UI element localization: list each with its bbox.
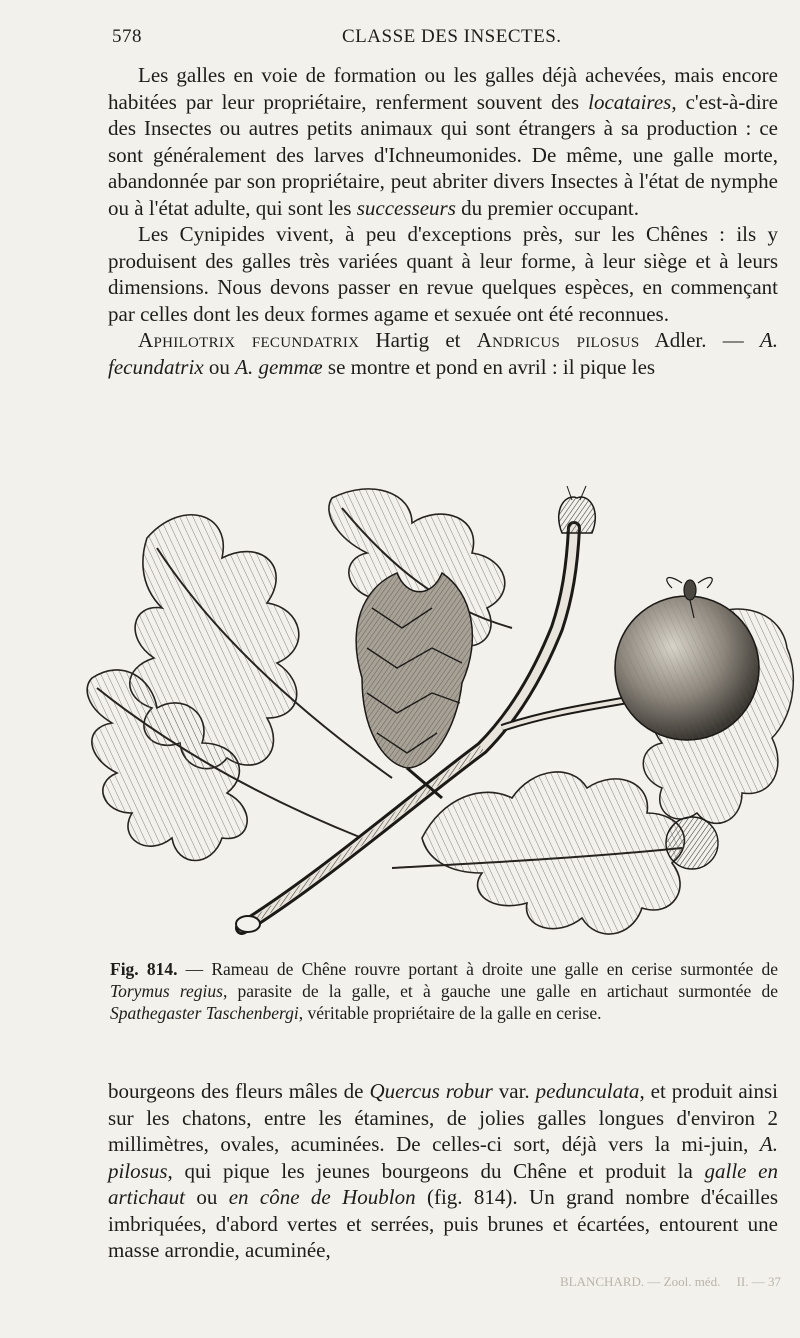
oak-leaf-bottom-right bbox=[392, 772, 684, 934]
cherry-gall bbox=[615, 596, 759, 740]
text-block-bottom bbox=[108, 1078, 778, 1264]
small-gall bbox=[666, 817, 718, 869]
oak-branch-illustration bbox=[62, 478, 800, 956]
text-block-top bbox=[108, 62, 778, 380]
paragraph-2: Les Cynipides vivent, à peu d'exceptions près, sur les Chênes : ils y produisent des galles très variées quant à leur forme, à leur siège et à leurs dimensions. Nous devons passer en revue quelques espèces, en commençant par celles dont les deux formes agame et sexuée ont été reconnues. bbox=[108, 222, 778, 326]
paragraph-3: Aphilotrix fecundatrix Hartig et Andricus pilosus Adler. — A. fecundatrix ou A. gemmæ se montre et pond en avril : il pique les bbox=[108, 328, 778, 379]
species-name-1: Aphilotrix fecundatrix bbox=[138, 328, 360, 352]
figure-caption: Fig. 814. — Rameau de Chêne rouvre portant à droite une galle en cerise surmontée de Torymus regius, parasite de la galle, et à gauche une galle en artichaut surmontée de Spathegaster Taschenbergi, véritable propriétaire de la galle en cerise. bbox=[110, 959, 778, 1023]
species-name-2: Andricus pilosus bbox=[476, 328, 640, 352]
paragraph-4: bourgeons des fleurs mâles de Quercus robur var. pedunculata, et produit ainsi sur les chatons, entre les étamines, de jolies galles longues d'environ 2 millimètres, ovales, acuminées. De celles-ci sort, déjà vers la mi-juin, A. pilosus, qui pique les jeunes bourgeons du Chêne et produit la galle en artichaut ou en cône de Houblon (fig. 814). Un grand nombre d'écailles imbriquées, d'abord vertes et serrées, puis brunes et écartées, entourent une masse arrondie, acuminée, bbox=[108, 1079, 778, 1262]
figure-label: Fig. 814. bbox=[110, 959, 178, 979]
running-title: CLASSE DES INSECTES. bbox=[342, 26, 562, 47]
page-header bbox=[112, 26, 776, 56]
page-footer bbox=[560, 1274, 781, 1290]
terminal-bud bbox=[559, 486, 596, 533]
page-number: 578 bbox=[112, 26, 142, 47]
signature-mark: BLANCHARD. — Zool. méd. bbox=[560, 1274, 721, 1289]
sheet-mark: II. — 37 bbox=[736, 1274, 782, 1289]
paragraph-1: Les galles en voie de formation ou les galles déjà achevées, mais encore habitées par leur propriétaire, renferment souvent des locataires, c'est-à-dire des Insectes ou autres petits animaux qui sont étrangers à sa production : ce sont généralement des larves d'Ichneumonides. De même, une galle morte, abandonnée par son propriétaire, peut abriter divers Insectes à l'état de nymphe ou à l'état adulte, qui sont les successeurs du premier occupant. bbox=[108, 63, 778, 220]
